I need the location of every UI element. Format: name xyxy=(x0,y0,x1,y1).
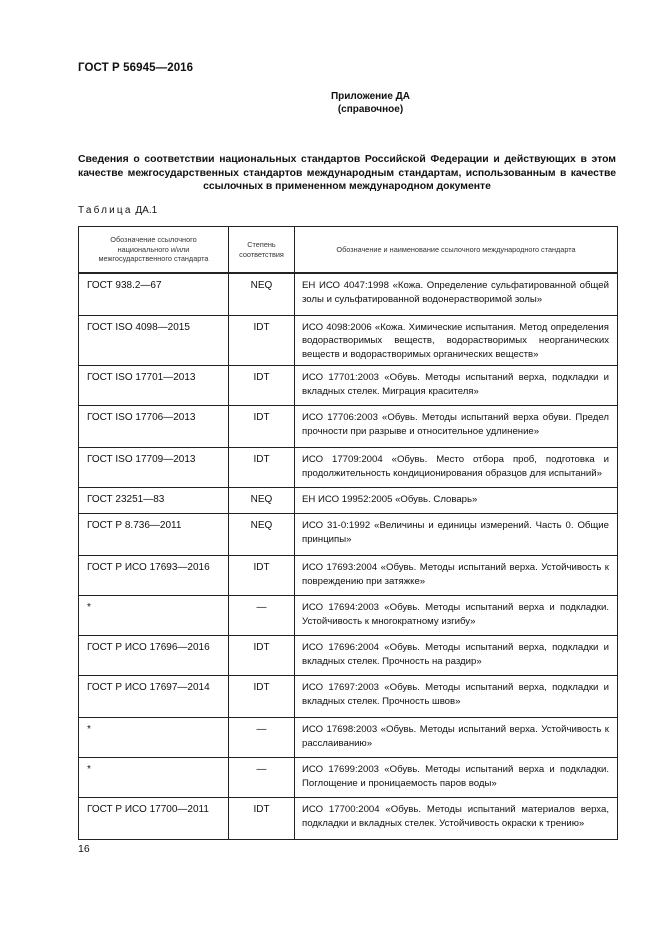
column-header-standard: Обозначение ссылочного национального и/или межгосударственного стандарта xyxy=(79,227,229,274)
cell-intl-standard: ИСО 17706:2003 «Обувь. Методы испытаний верха обуви. Предел прочности при разрыве и относительное удлинение» xyxy=(302,412,609,437)
table-row xyxy=(79,514,618,556)
cell-intl-standard-cell xyxy=(295,636,618,676)
cell-degree-cell xyxy=(229,366,295,406)
page-number: 16 xyxy=(78,843,90,855)
cell-intl-standard-cell xyxy=(295,758,618,798)
table-caption xyxy=(78,205,157,216)
cell-degree: IDT xyxy=(253,321,270,333)
table-row xyxy=(79,596,618,636)
cell-degree: IDT xyxy=(253,412,270,423)
cell-intl-standard-cell xyxy=(295,676,618,718)
cell-standard-cell xyxy=(79,798,229,840)
cell-degree-cell xyxy=(229,315,295,366)
cell-intl-standard-cell xyxy=(295,448,618,488)
cell-standard-cell xyxy=(79,514,229,556)
cell-degree-cell xyxy=(229,596,295,636)
cell-standard-cell xyxy=(79,488,229,514)
cell-degree: — xyxy=(256,724,267,735)
table-row xyxy=(79,636,618,676)
cell-standard: * xyxy=(87,724,91,735)
cell-standard-cell xyxy=(79,556,229,596)
cell-standard: ГОСТ ISO 17709—2013 xyxy=(87,454,196,465)
cell-degree: NEQ xyxy=(250,494,273,505)
table-row xyxy=(79,366,618,406)
cell-intl-standard: ИСО 17696:2004 «Обувь. Методы испытаний верха, подкладки и вкладных стелек. Прочность на раздир» xyxy=(302,642,609,667)
column-header-intl: Обозначение и наименование ссылочного международного стандарта xyxy=(295,227,618,274)
cell-degree-cell xyxy=(229,556,295,596)
cell-intl-standard-cell xyxy=(295,596,618,636)
cell-intl-standard-cell xyxy=(295,366,618,406)
table-row xyxy=(79,556,618,596)
cell-degree-cell xyxy=(229,758,295,798)
cell-degree-cell xyxy=(229,676,295,718)
cell-standard-cell xyxy=(79,315,229,366)
table-row xyxy=(79,798,618,840)
cell-standard-cell xyxy=(79,758,229,798)
cell-standard: ГОСТ Р ИСО 17696—2016 xyxy=(87,642,210,653)
cell-degree: IDT xyxy=(253,372,270,383)
section-heading: Сведения о соответствии национальных стандартов Российской Федерации и действующих в этом качестве межгосударственных стандартов международным стандартам, использованным в качестве ссылочных в примененном международном документе xyxy=(78,154,616,192)
cell-intl-standard: ИСО 17700:2004 «Обувь. Методы испытаний материалов верха, подкладки и вкладных стелек. Устойчивость окраски к трению» xyxy=(302,804,609,829)
cell-standard: ГОСТ ISO 4098—2015 xyxy=(87,321,190,333)
cell-intl-standard-cell xyxy=(295,514,618,556)
table-row xyxy=(79,718,618,758)
cell-standard-cell xyxy=(79,718,229,758)
cell-intl-standard: ИСО 17697:2003 «Обувь. Методы испытаний верха, подкладки и вкладных стелек. Прочность швов» xyxy=(302,682,609,707)
table-row xyxy=(79,758,618,798)
cell-intl-standard: ИСО 17698:2003 «Обувь. Методы испытаний верха. Устойчивость к расслаиванию» xyxy=(302,724,609,749)
table-caption-word: Таблица xyxy=(78,205,133,216)
cell-degree-cell xyxy=(229,718,295,758)
cell-degree-cell xyxy=(229,448,295,488)
cell-standard: ГОСТ ISO 17701—2013 xyxy=(87,372,196,383)
cell-degree: IDT xyxy=(253,562,270,573)
document-code: ГОСТ Р 56945—2016 xyxy=(78,62,194,74)
table-row xyxy=(79,676,618,718)
table-body xyxy=(79,273,618,840)
cell-intl-standard: ИСО 31-0:1992 «Величины и единицы измерений. Часть 0. Общие принципы» xyxy=(302,520,609,545)
cell-intl-standard-cell xyxy=(295,406,618,448)
cell-degree: IDT xyxy=(253,454,270,465)
cell-intl-standard-cell xyxy=(295,488,618,514)
cell-degree: IDT xyxy=(253,642,270,653)
cell-standard-cell xyxy=(79,406,229,448)
cell-degree-cell xyxy=(229,488,295,514)
cell-degree-cell xyxy=(229,514,295,556)
cell-degree: — xyxy=(256,764,267,775)
cell-standard: ГОСТ 23251—83 xyxy=(87,494,165,505)
cell-standard: ГОСТ 938.2—67 xyxy=(87,280,162,291)
cell-intl-standard: ИСО 4098:2006 «Кожа. Химические испытания. Метод определения водорастворимых веществ, водорастворимых неорганических веществ и водорастворимых органических веществ» xyxy=(302,321,609,360)
cell-intl-standard: ЕН ИСО 19952:2005 «Обувь. Словарь» xyxy=(302,494,478,505)
annex-title: Приложение ДА xyxy=(330,91,411,102)
cell-intl-standard-cell xyxy=(295,315,618,366)
cell-intl-standard: ИСО 17694:2003 «Обувь. Методы испытаний верха и подкладки. Устойчивость к многократному изгибу» xyxy=(302,602,609,627)
table-header-row xyxy=(79,227,618,274)
cell-intl-standard: ИСО 17699:2003 «Обувь. Методы испытаний верха и подкладки. Поглощение и проницаемость паров воды» xyxy=(302,764,609,789)
cell-intl-standard: ИСО 17693:2004 «Обувь. Методы испытаний верха. Устойчивость к повреждению при затяжке» xyxy=(302,562,609,587)
table-row xyxy=(79,488,618,514)
column-header-degree: Степень соответствия xyxy=(229,227,295,274)
cell-standard: * xyxy=(87,602,91,613)
cell-standard-cell xyxy=(79,448,229,488)
cell-standard: ГОСТ Р ИСО 17700—2011 xyxy=(87,804,209,815)
cell-standard: ГОСТ Р ИСО 17697—2014 xyxy=(87,682,210,693)
cell-intl-standard: ИСО 17701:2003 «Обувь. Методы испытаний верха, подкладки и вкладных стелек. Миграция красителя» xyxy=(302,372,609,397)
cell-degree-cell xyxy=(229,636,295,676)
cell-degree: — xyxy=(256,602,267,613)
cell-standard: * xyxy=(87,764,91,775)
cell-degree-cell xyxy=(229,798,295,840)
cell-degree-cell xyxy=(229,406,295,448)
table-row xyxy=(79,273,618,315)
table-row xyxy=(79,406,618,448)
annex-block xyxy=(0,90,661,116)
cell-standard-cell xyxy=(79,596,229,636)
cell-degree: IDT xyxy=(253,682,270,693)
cell-intl-standard-cell xyxy=(295,718,618,758)
correspondence-table xyxy=(78,226,618,840)
cell-standard-cell xyxy=(79,366,229,406)
cell-standard: ГОСТ Р ИСО 17693—2016 xyxy=(87,562,210,573)
table-caption-id: ДА.1 xyxy=(135,205,158,216)
cell-degree: IDT xyxy=(253,804,270,815)
cell-standard: ГОСТ Р 8.736—2011 xyxy=(87,520,182,531)
cell-standard-cell xyxy=(79,676,229,718)
cell-standard-cell xyxy=(79,273,229,315)
annex-subtitle: (справочное) xyxy=(337,104,404,115)
cell-intl-standard-cell xyxy=(295,556,618,596)
cell-degree-cell xyxy=(229,273,295,315)
table-row xyxy=(79,448,618,488)
cell-intl-standard-cell xyxy=(295,798,618,840)
cell-degree: NEQ xyxy=(250,520,273,531)
cell-standard-cell xyxy=(79,636,229,676)
cell-intl-standard: ЕН ИСО 4047:1998 «Кожа. Определение сульфатированной общей золы и сульфатированной водонерастворимой золы» xyxy=(302,280,609,305)
cell-intl-standard: ИСО 17709:2004 «Обувь. Место отбора проб, подготовка и продолжительность кондиционирования образцов для испытаний» xyxy=(302,454,609,479)
cell-degree: NEQ xyxy=(250,280,273,291)
cell-intl-standard-cell xyxy=(295,273,618,315)
table-row xyxy=(79,315,618,366)
cell-standard: ГОСТ ISO 17706—2013 xyxy=(87,412,196,423)
